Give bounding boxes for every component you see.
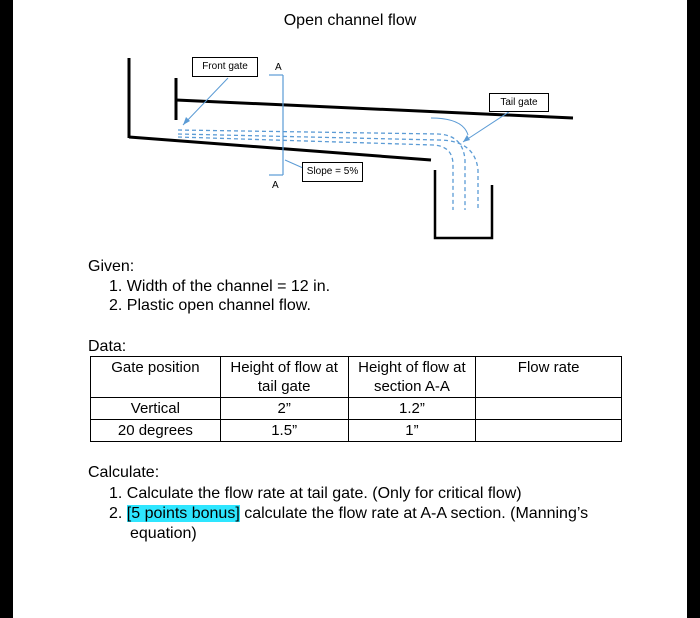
calculate-item-2-continued: equation)	[130, 525, 197, 542]
tail-gate-label: Tail gate	[489, 93, 549, 112]
channel-diagram	[13, 0, 687, 260]
section-label-top: A	[275, 62, 282, 73]
calculate-heading: Calculate:	[88, 464, 160, 481]
table-cell: 20 degrees	[91, 420, 221, 442]
table-cell	[476, 420, 622, 442]
slope-leader	[285, 160, 303, 168]
header-height-section: Height of flow at section A-A	[348, 357, 476, 398]
bonus-highlight: [5 points bonus]	[126, 505, 240, 522]
given-item-2: 2. Plastic open channel flow.	[109, 297, 311, 314]
header-height-tail-gate: Height of flow at tail gate	[220, 357, 348, 398]
table-header-row	[91, 357, 622, 398]
section-label-bottom: A	[272, 180, 279, 191]
calculate-item-1: 1. Calculate the flow rate at tail gate. (Only for critical flow)	[109, 485, 522, 502]
table-row	[91, 398, 622, 420]
data-heading: Data:	[88, 338, 127, 355]
collection-tank	[435, 170, 492, 238]
table-cell: 2”	[220, 398, 348, 420]
table-cell: 1”	[348, 420, 476, 442]
tail-gate-arrowhead	[463, 135, 470, 142]
table-row	[91, 420, 622, 442]
calculate-item-2	[109, 505, 588, 523]
header-flow-rate: Flow rate	[476, 357, 622, 398]
table-cell: 1.2”	[348, 398, 476, 420]
calculate-item-2-text: calculate the flow rate at A-A section. (Manning’s	[239, 505, 589, 522]
table-cell	[476, 398, 622, 420]
channel-bottom	[129, 137, 431, 160]
header-gate-position: Gate position	[91, 357, 221, 398]
slope-label: Slope = 5%	[302, 162, 363, 182]
page-title: Open channel flow	[283, 12, 417, 29]
calculate-item-2-number: 2.	[109, 505, 123, 522]
given-heading: Given:	[88, 258, 135, 275]
document-page	[13, 0, 687, 618]
tail-gate-curve	[431, 118, 468, 135]
table-cell: Vertical	[91, 398, 221, 420]
data-table	[90, 356, 622, 442]
table-cell: 1.5”	[220, 420, 348, 442]
given-item-1: 1. Width of the channel = 12 in.	[109, 278, 331, 295]
front-gate-label: Front gate	[192, 57, 258, 77]
